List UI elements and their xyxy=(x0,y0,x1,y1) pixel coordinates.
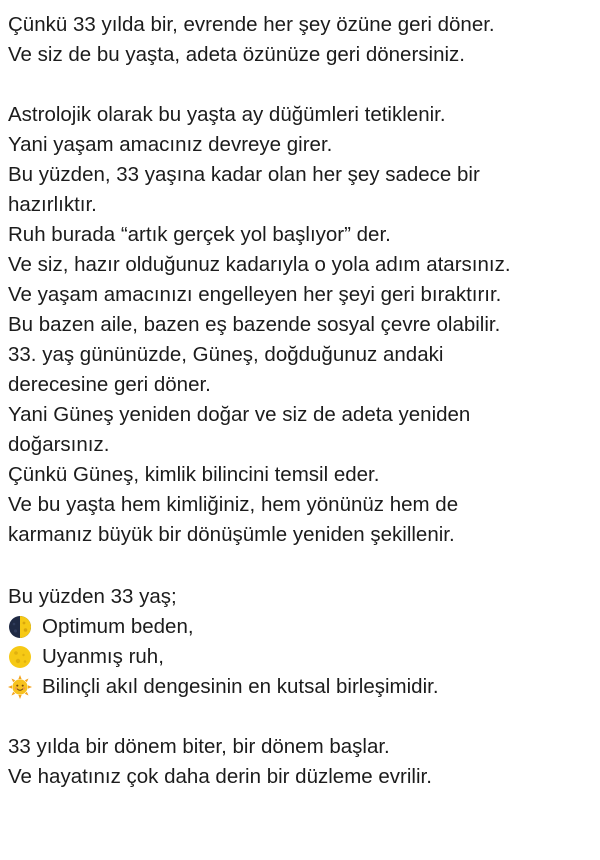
text-line: Yani Güneş yeniden doğar ve siz de adeta yeniden xyxy=(8,403,471,426)
text-line: Çünkü 33 yılda bir, evrende her şey özüne geri döner. xyxy=(8,13,495,36)
list-item xyxy=(8,672,600,702)
paragraph-1 xyxy=(8,10,600,70)
list-item-label: Uyanmış ruh, xyxy=(42,645,164,668)
paragraph-3 xyxy=(8,582,600,702)
text-line: Bu yüzden, 33 yaşına kadar olan her şey sadece bir xyxy=(8,163,480,186)
text-line: Ve siz, hazır olduğunuz kadarıyla o yola adım atarsınız. xyxy=(8,253,511,276)
list-item xyxy=(8,612,600,642)
full-moon-icon xyxy=(8,645,32,669)
text-line: Çünkü Güneş, kimlik bilincini temsil eder. xyxy=(8,463,380,486)
paragraph-4 xyxy=(8,732,600,792)
text-line: 33. yaş gününüzde, Güneş, doğduğunuz andaki xyxy=(8,343,444,366)
text-line: Ruh burada “artık gerçek yol başlıyor” der. xyxy=(8,223,391,246)
first-quarter-moon-icon xyxy=(8,615,32,639)
text-line: hazırlıktır. xyxy=(8,193,97,216)
paragraph-spacer xyxy=(8,702,600,732)
paragraph-2 xyxy=(8,100,600,550)
paragraph-spacer xyxy=(8,70,600,100)
list-item xyxy=(8,642,600,672)
text-line: Ve hayatınız çok daha derin bir düzleme evrilir. xyxy=(8,765,432,788)
text-line: Astrolojik olarak bu yaşta ay düğümleri tetiklenir. xyxy=(8,103,446,126)
text-line: doğarsınız. xyxy=(8,433,110,456)
text-line: derecesine geri döner. xyxy=(8,373,211,396)
list-item-label: Bilinçli akıl dengesinin en kutsal birleşimidir. xyxy=(42,675,439,698)
sun-with-face-icon xyxy=(8,675,32,699)
text-line: Ve siz de bu yaşta, adeta özünüze geri dönersiniz. xyxy=(8,43,465,66)
list-item-label: Optimum beden, xyxy=(42,615,194,638)
text-line: Bu bazen aile, bazen eş bazende sosyal çevre olabilir. xyxy=(8,313,501,336)
paragraph-spacer xyxy=(8,550,600,582)
text-line: Yani yaşam amacınız devreye girer. xyxy=(8,133,333,156)
text-line: karmanız büyük bir dönüşümle yeniden şekillenir. xyxy=(8,523,455,546)
text-line: 33 yılda bir dönem biter, bir dönem başlar. xyxy=(8,735,390,758)
text-line: Ve bu yaşta hem kimliğiniz, hem yönünüz hem de xyxy=(8,493,459,516)
list-intro: Bu yüzden 33 yaş; xyxy=(8,585,177,608)
text-line: Ve yaşam amacınızı engelleyen her şeyi geri bıraktırır. xyxy=(8,283,502,306)
